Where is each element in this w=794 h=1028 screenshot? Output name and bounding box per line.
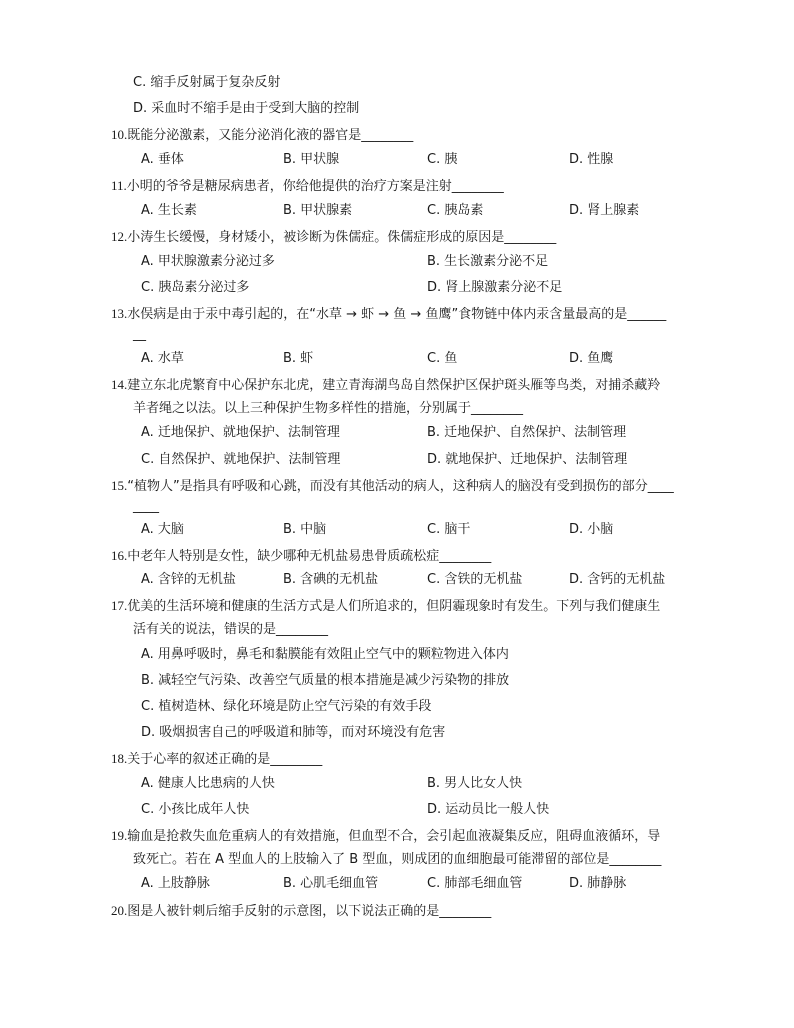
question-number: 10. [111, 127, 128, 142]
q10-option-b: B. 甲状腺 [283, 152, 340, 167]
question-text: 既能分泌激素，又能分泌消化液的器官是________ [127, 128, 414, 143]
q15-option-b: B. 中脑 [283, 522, 327, 537]
question-17 [111, 597, 660, 616]
q18-option-a: A. 健康人比患病的人快 [141, 776, 275, 791]
q10-option-d: D. 性腺 [569, 152, 614, 167]
question-number: 17. [111, 598, 128, 613]
question-13-blank-continued: __ [133, 327, 146, 342]
question-16 [111, 547, 491, 566]
q10-option-c: C. 胰 [427, 152, 458, 167]
q18-option-b: B. 男人比女人快 [427, 776, 523, 791]
q14-option-d: D. 就地保护、迁地保护、法制管理 [427, 452, 628, 467]
q15-option-d: D. 小脑 [569, 522, 614, 537]
question-text: 关于心率的叙述正确的是________ [127, 752, 323, 767]
question-14 [111, 376, 660, 395]
question-text: 小涛生长缓慢，身材矮小，被诊断为侏儒症。侏儒症形成的原因是________ [127, 230, 557, 245]
q17-option-b: B. 减轻空气污染、改善空气质量的根本措施是减少污染物的排放 [141, 673, 510, 688]
question-text: 输血是抢救失血危重病人的有效措施，但血型不合，会引起血液凝集反应，阻碍血液循环，导 [127, 829, 661, 844]
question-number: 19. [111, 828, 128, 843]
question-15-blank-continued: ____ [133, 499, 159, 514]
q12-option-a: A. 甲状腺激素分泌过多 [141, 254, 275, 269]
question-14-continued: 羊者绳之以法。以上三种保护生物多样性的措施，分别属于________ [133, 401, 524, 416]
q13-option-c: C. 鱼 [427, 351, 458, 366]
q16-option-c: C. 含铁的无机盐 [427, 572, 523, 587]
question-13 [111, 305, 666, 324]
q15-option-c: C. 脑干 [427, 522, 471, 537]
q19-option-b: B. 心肌毛细血管 [283, 876, 379, 891]
question-17-continued: 活有关的说法，错误的是________ [133, 622, 329, 637]
q19-option-c: C. 肺部毛细血管 [427, 876, 523, 891]
question-number: 12. [111, 229, 128, 244]
q15-option-a: A. 大脑 [141, 522, 184, 537]
q11-option-d: D. 肾上腺素 [569, 203, 640, 218]
q14-option-c: C. 自然保护、就地保护、法制管理 [141, 452, 341, 467]
q17-option-d: D. 吸烟损害自己的呼吸道和肺等，而对环境没有危害 [141, 725, 446, 740]
q11-option-b: B. 甲状腺素 [283, 203, 353, 218]
question-20 [111, 902, 491, 921]
question-number: 18. [111, 751, 128, 766]
question-number: 15. [111, 478, 128, 493]
question-text: 中老年人特别是女性，缺少哪种无机盐易患骨质疏松症________ [127, 549, 492, 564]
question-text: “植物人”是指具有呼吸和心跳，而没有其他活动的病人，这种病人的脑没有受到损伤的部分____ [127, 479, 674, 494]
question-text: 小明的爷爷是糖尿病患者，你给他提供的治疗方案是注射________ [126, 179, 504, 194]
q19-option-a: A. 上肢静脉 [141, 876, 210, 891]
q11-option-c: C. 胰岛素 [427, 203, 484, 218]
question-19-continued: 致死亡。若在 A 型血人的上肢输入了 B 型血，则成团的血细胞最可能滞留的部位是________ [133, 852, 662, 867]
q10-option-a: A. 垂体 [141, 152, 184, 167]
question-text: 水俣病是由于汞中毒引起的，在“水草 → 虾 → 鱼 → 鱼鹰”食物链中体内汞含量最高的是______ [127, 307, 667, 322]
q12-option-c: C. 胰岛素分泌过多 [141, 280, 250, 295]
q18-option-d: D. 运动员比一般人快 [427, 802, 550, 817]
question-number: 11. [111, 178, 127, 193]
question-18 [111, 750, 322, 769]
q16-option-d: D. 含钙的无机盐 [569, 572, 666, 587]
question-12 [111, 228, 556, 247]
q13-option-d: D. 鱼鹰 [569, 351, 614, 366]
q13-option-b: B. 虾 [283, 351, 314, 366]
q13-option-a: A. 水草 [141, 351, 184, 366]
q17-option-c: C. 植树造林、绿化环境是防止空气污染的有效手段 [141, 699, 432, 714]
q9-option-d: D. 采血时不缩手是由于受到大脑的控制 [133, 101, 360, 116]
q9-option-c: C. 缩手反射属于复杂反射 [133, 75, 281, 90]
question-text: 图是人被针刺后缩手反射的示意图，以下说法正确的是________ [127, 904, 492, 919]
q17-option-a: A. 用鼻呼吸时，鼻毛和黏膜能有效阻止空气中的颗粒物进入体内 [141, 647, 509, 662]
q12-option-d: D. 肾上腺激素分泌不足 [427, 280, 563, 295]
q19-option-d: D. 肺静脉 [569, 876, 627, 891]
question-text: 建立东北虎繁育中心保护东北虎，建立青海湖鸟岛自然保护区保护斑头雁等鸟类，对捕杀藏羚 [127, 378, 661, 393]
question-19 [111, 827, 660, 846]
question-10 [111, 126, 413, 145]
question-text: 优美的生活环境和健康的生活方式是人们所追求的，但阴霾现象时有发生。下列与我们健康生 [127, 599, 661, 614]
q14-option-a: A. 迁地保护、就地保护、法制管理 [141, 425, 340, 440]
q14-option-b: B. 迁地保护、自然保护、法制管理 [427, 425, 627, 440]
question-number: 13. [111, 306, 128, 321]
q16-option-b: B. 含碘的无机盐 [283, 572, 379, 587]
question-number: 16. [111, 548, 128, 563]
q16-option-a: A. 含锌的无机盐 [141, 572, 236, 587]
question-15 [111, 477, 674, 496]
q12-option-b: B. 生长激素分泌不足 [427, 254, 549, 269]
q18-option-c: C. 小孩比成年人快 [141, 802, 250, 817]
question-number: 20. [111, 903, 128, 918]
question-number: 14. [111, 377, 128, 392]
question-11 [111, 177, 504, 196]
q11-option-a: A. 生长素 [141, 203, 197, 218]
